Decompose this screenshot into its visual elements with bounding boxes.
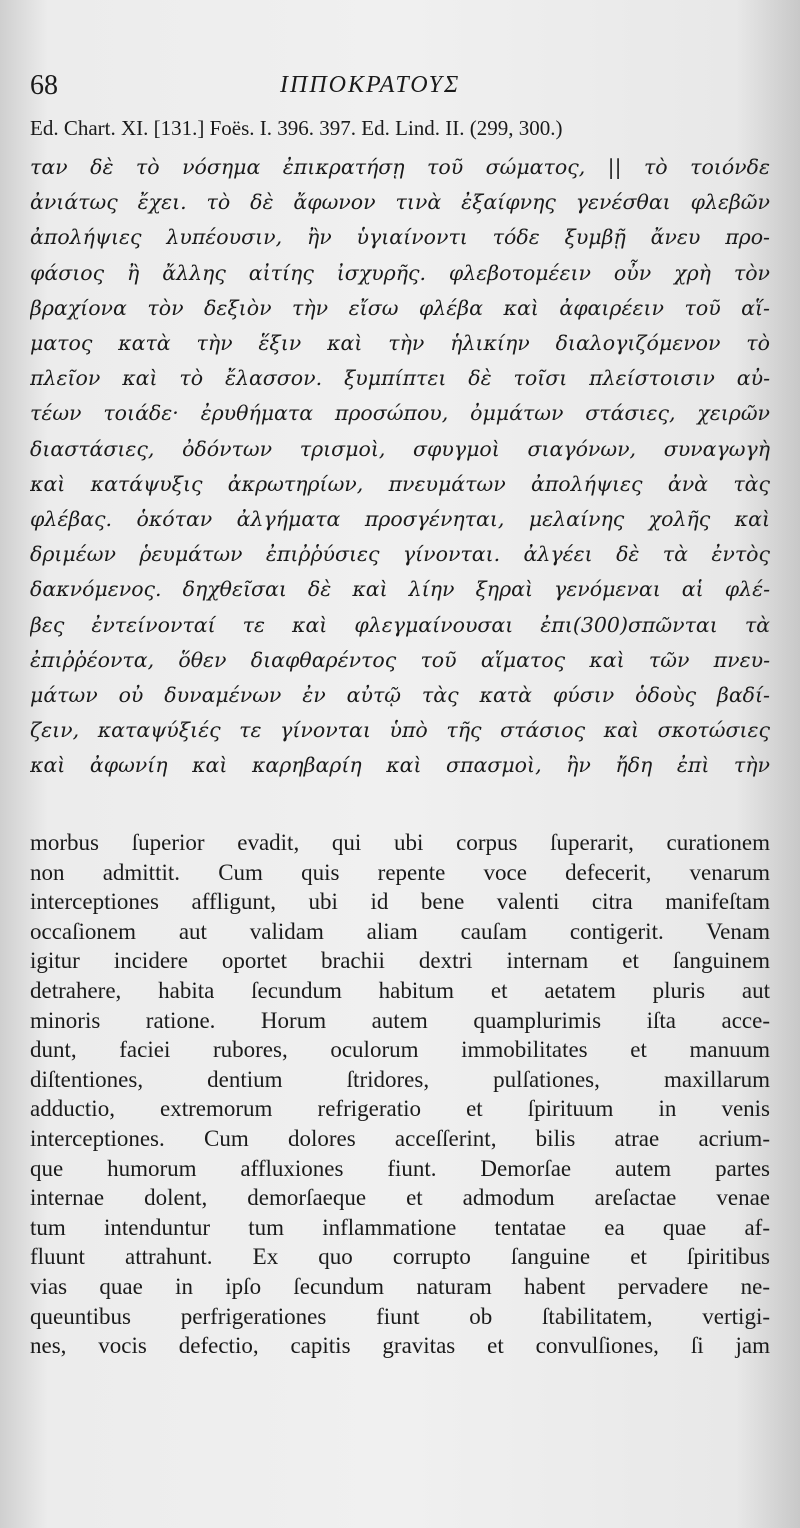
greek-text-block bbox=[30, 150, 770, 784]
greek-line: διαστάσιες, ὀδόντων τρισμοὶ, σφυγμοὶ σιαγόνων, συναγωγὴ bbox=[30, 436, 770, 461]
latin-line: morbus ſuperior evadit, qui ubi corpus ſuperarit, curationem bbox=[30, 830, 770, 855]
greek-line: δριμέων ῥευμάτων ἐπιῤῥύσιες γίνονται. ἀλγέει δὲ τὰ ἐντὸς bbox=[30, 542, 770, 567]
greek-line: ἀνιάτως ἔχει. τὸ δὲ ἄφωνον τινὰ ἐξαίφνης γενέσθαι φλεβῶν bbox=[30, 190, 770, 215]
latin-line: queuntibus perfrigerationes fiunt ob ſtabilitatem, vertigi- bbox=[30, 1303, 770, 1329]
latin-line: detrahere, habita ſecundum habitum et aetatem pluris aut bbox=[30, 977, 770, 1003]
latin-text-block bbox=[30, 828, 770, 1361]
greek-line: βες ἐντείνονταί τε καὶ φλεγμαίνουσαι ἐπι(300)σπῶνται τὰ bbox=[30, 612, 770, 637]
greek-line: πλεῖον καὶ τὸ ἔλασσον. ξυμπίπτει δὲ τοῖσι πλείστοισιν αὐ- bbox=[30, 366, 770, 391]
page-header bbox=[30, 70, 770, 110]
greek-line: ἐπιῤῥέοντα, ὅθεν διαφθαρέντος τοῦ αἵματος καὶ τῶν πνευ- bbox=[30, 647, 770, 672]
latin-line: minoris ratione. Horum autem quamplurimis iſta acce- bbox=[30, 1007, 770, 1033]
greek-line: ταν δὲ τὸ νόσημα ἐπικρατήσῃ τοῦ σώματος, || τὸ τοιόνδε bbox=[30, 155, 770, 179]
greek-line: βραχίονα τὸν δεξιὸν τὴν εἴσω φλέβα καὶ ἀφαιρέειν τοῦ αἵ- bbox=[30, 295, 770, 320]
greek-line: δακνόμενος. δηχθεῖσαι δὲ καὶ λίην ξηραὶ γενόμεναι αἱ φλέ- bbox=[30, 577, 770, 602]
latin-line: occaſionem aut validam aliam cauſam contigerit. Venam bbox=[30, 918, 770, 944]
page-number: 68 bbox=[30, 70, 58, 101]
latin-line: interceptiones. Cum dolores acceſſerint, bilis atrae acrium- bbox=[30, 1125, 770, 1151]
greek-line: τέων τοιάδε· ἐρυθήματα προσώπου, ὀμμάτων στάσιες, χειρῶν bbox=[30, 401, 770, 426]
running-head: ΙΠΠΟΚΡΑΤΟΥΣ bbox=[280, 72, 461, 98]
greek-line: καὶ ἀφωνίη καὶ καρηβαρίη καὶ σπασμοὶ, ἢν ἤδη ἐπὶ τὴν bbox=[30, 753, 770, 778]
greek-line: φλέβας. ὁκόταν ἀλγήματα προσγένηται, μελαίνης χολῆς καὶ bbox=[30, 507, 770, 532]
latin-line: interceptiones affligunt, ubi id bene valenti citra manifeſtam bbox=[30, 889, 770, 915]
latin-line: tum intenduntur tum inflammatione tentatae ea quae af- bbox=[30, 1214, 770, 1240]
latin-line: diſtentiones, dentium ſtridores, pulſationes, maxillarum bbox=[30, 1066, 770, 1092]
latin-line: que humorum affluxiones fiunt. Demorſae autem partes bbox=[30, 1155, 770, 1181]
greek-line: καὶ κατάψυξις ἀκρωτηρίων, πνευμάτων ἀπολήψιες ἀνὰ τὰς bbox=[30, 471, 770, 496]
latin-line: dunt, faciei rubores, oculorum immobilitates et manuum bbox=[30, 1037, 770, 1063]
latin-line: nes, vocis defectio, capitis gravitas et convulſiones, ſi jam bbox=[30, 1333, 770, 1359]
greek-line: ἀπολήψιες λυπέουσιν, ἢν ὑγιαίνοντι τόδε ξυμβῇ ἄνευ προ- bbox=[30, 225, 770, 250]
greek-line: μάτων οὐ δυναμένων ἐν αὐτῷ τὰς κατὰ φύσιν ὁδοὺς βαδί- bbox=[30, 683, 770, 708]
latin-line: non admittit. Cum quis repente voce defecerit, venarum bbox=[30, 859, 770, 885]
latin-line: fluunt attrahunt. Ex quo corrupto ſanguine et ſpiritibus bbox=[30, 1244, 770, 1270]
latin-line: internae dolent, demorſaeque et admodum areſactae venae bbox=[30, 1185, 770, 1211]
edition-references: Ed. Chart. XI. [131.] Foës. I. 396. 397. Ed. Lind. II. (299, 300.) bbox=[30, 116, 563, 140]
greek-line: ζειν, καταψύξιές τε γίνονται ὑπὸ τῆς στάσιος καὶ σκοτώσιες bbox=[30, 718, 770, 743]
greek-line: ματος κατὰ τὴν ἕξιν καὶ τὴν ἡλικίην διαλογιζόμενον τὸ bbox=[30, 331, 770, 356]
latin-line: igitur incidere oportet brachii dextri internam et ſanguinem bbox=[30, 948, 770, 974]
latin-line: vias quae in ipſo ſecundum naturam habent pervadere ne- bbox=[30, 1273, 770, 1299]
latin-line: adductio, extremorum refrigeratio et ſpirituum in venis bbox=[30, 1096, 770, 1122]
greek-line: φάσιος ἢ ἄλλης αἰτίης ἰσχυρῆς. φλεβοτομέειν οὖν χρὴ τὸν bbox=[30, 260, 770, 285]
